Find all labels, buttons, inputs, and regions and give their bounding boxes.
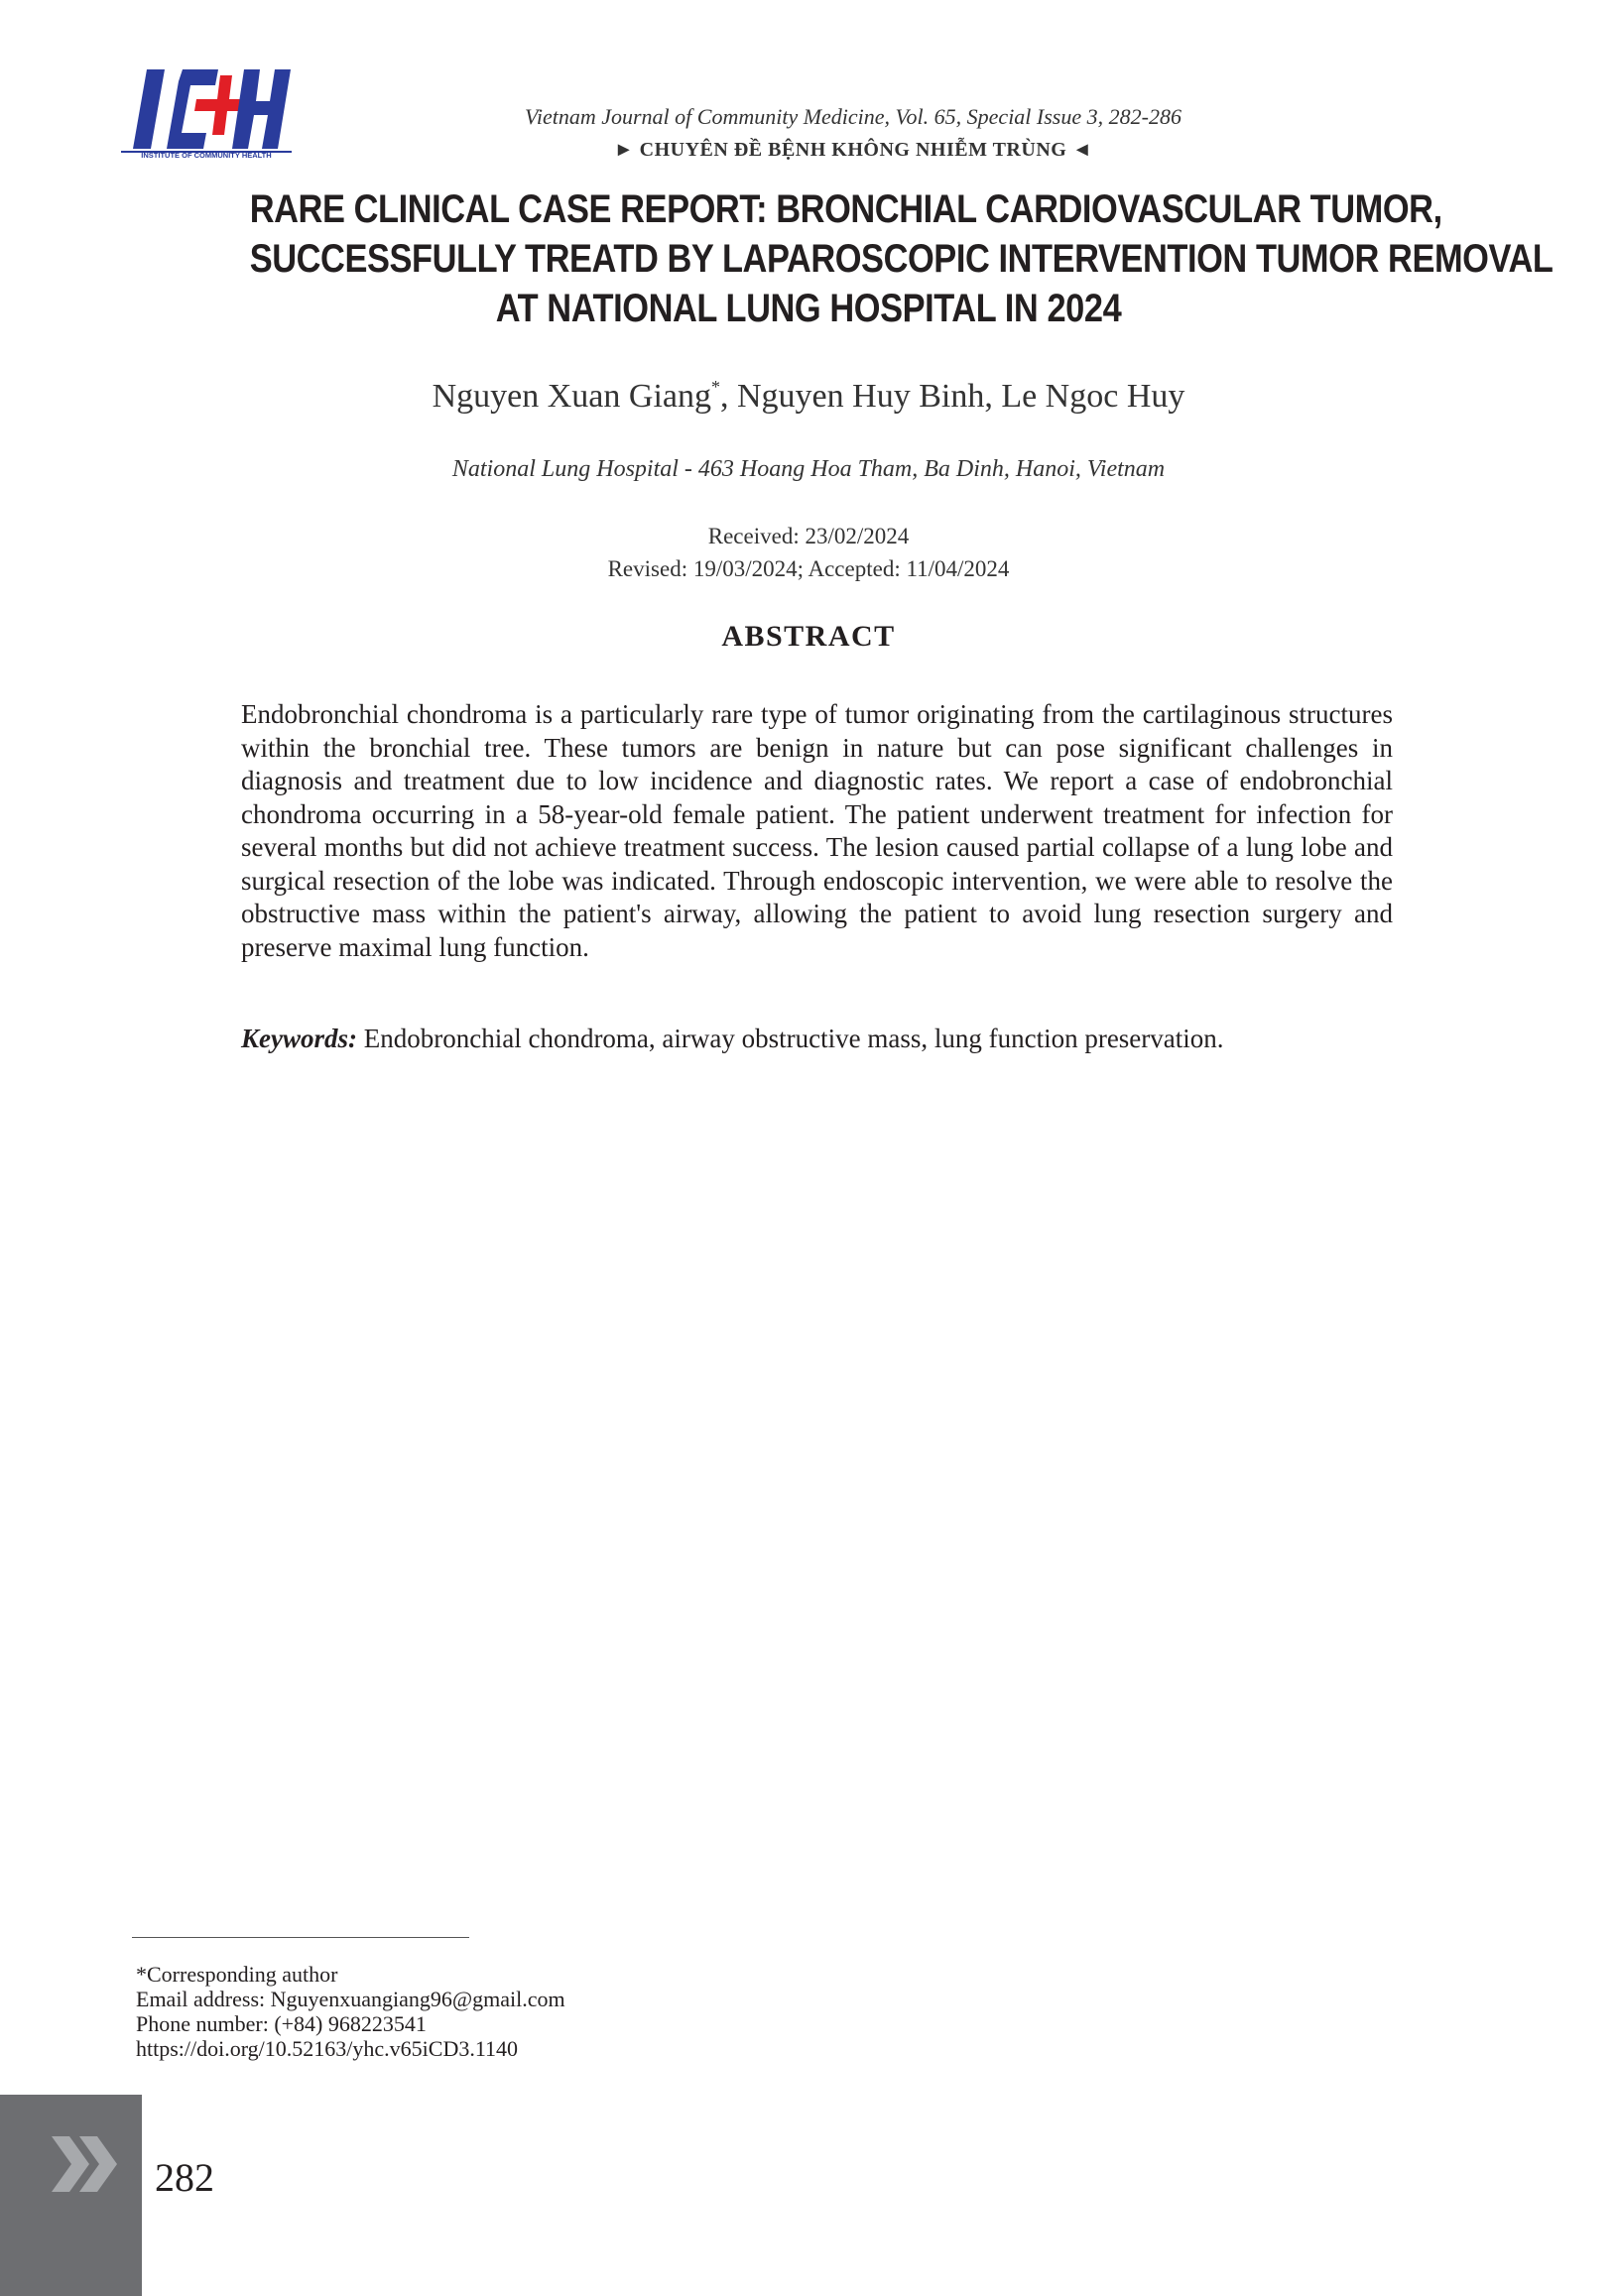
keywords-label: Keywords: (241, 1024, 357, 1053)
title-line-3: AT NATIONAL LUNG HOSPITAL IN 2024 (495, 287, 1122, 330)
first-author: Nguyen Xuan Giang (432, 378, 711, 415)
footnote-divider (132, 1937, 469, 1938)
article-dates (159, 520, 1458, 585)
phone-number: Phone number: (+84) 968223541 (136, 2011, 427, 2036)
author-list (159, 375, 1458, 419)
page-tab (0, 2095, 142, 2296)
revised-accepted-date: Revised: 19/03/2024; Accepted: 11/04/2024 (607, 556, 1010, 581)
keywords-text: Endobronchial chondroma, airway obstructive mass, lung function preservation. (357, 1024, 1224, 1053)
abstract-body: Endobronchial chondroma is a particularly rare type of tumor originating from the cartilaginous structures within the bronchial tree. These tumors are benign in nature but can pose significant challenges in diagnosis and treatment due to low incidence and diagnostic rates. We report a case of endobronchial chondroma occurring in a 58-year-old female patient. The patient underwent treatment for infection for several months but did not achieve treatment success. The lesion caused partial collapse of a lung lobe and surgical resection of the lobe was indicated. Through endoscopic intervention, we were able to resolve the obstructive mass within the patient's airway, allowing the patient to avoid lung resection surgery and preserve maximal lung function. (241, 699, 1393, 962)
corresponding-author-note: *Corresponding author (136, 1962, 338, 1987)
received-date: Received: 23/02/2024 (707, 524, 910, 548)
logo-caption: INSTITUTE OF COMMUNITY HEALTH (141, 151, 272, 160)
title-line-2: SUCCESSFULLY TREATD BY LAPAROSCOPIC INTERVENTION TUMOR REMOVAL (249, 237, 1554, 281)
footnotes (136, 1962, 1029, 2061)
keywords (241, 1022, 1393, 1055)
journal-logo (121, 65, 292, 165)
article-title (249, 184, 1554, 333)
other-authors: , Nguyen Huy Binh, Le Ngoc Huy (720, 378, 1185, 415)
abstract-heading: ABSTRACT (721, 620, 896, 653)
double-chevron-icon (0, 2124, 142, 2204)
email-address: Email address: Nguyenxuangiang96@gmail.com (136, 1987, 565, 2011)
doi-link[interactable]: https://doi.org/10.52163/yhc.v65iCD3.1140 (136, 2036, 519, 2061)
journal-citation: Vietnam Journal of Community Medicine, Vol. 65, Special Issue 3, 282-286 (525, 104, 1182, 129)
journal-topic: ► CHUYÊN ĐỀ BỆNH KHÔNG NHIỄM TRÙNG ◄ (613, 139, 1093, 161)
corresponding-mark: * (711, 377, 720, 397)
ich-logo-icon (121, 65, 292, 165)
page-number: 282 (155, 2155, 214, 2200)
author-affiliation: National Lung Hospital - 463 Hoang Hoa Tham, Ba Dinh, Hanoi, Vietnam (451, 456, 1166, 482)
title-line-1: RARE CLINICAL CASE REPORT: BRONCHIAL CARDIOVASCULAR TUMOR, (249, 187, 1442, 231)
